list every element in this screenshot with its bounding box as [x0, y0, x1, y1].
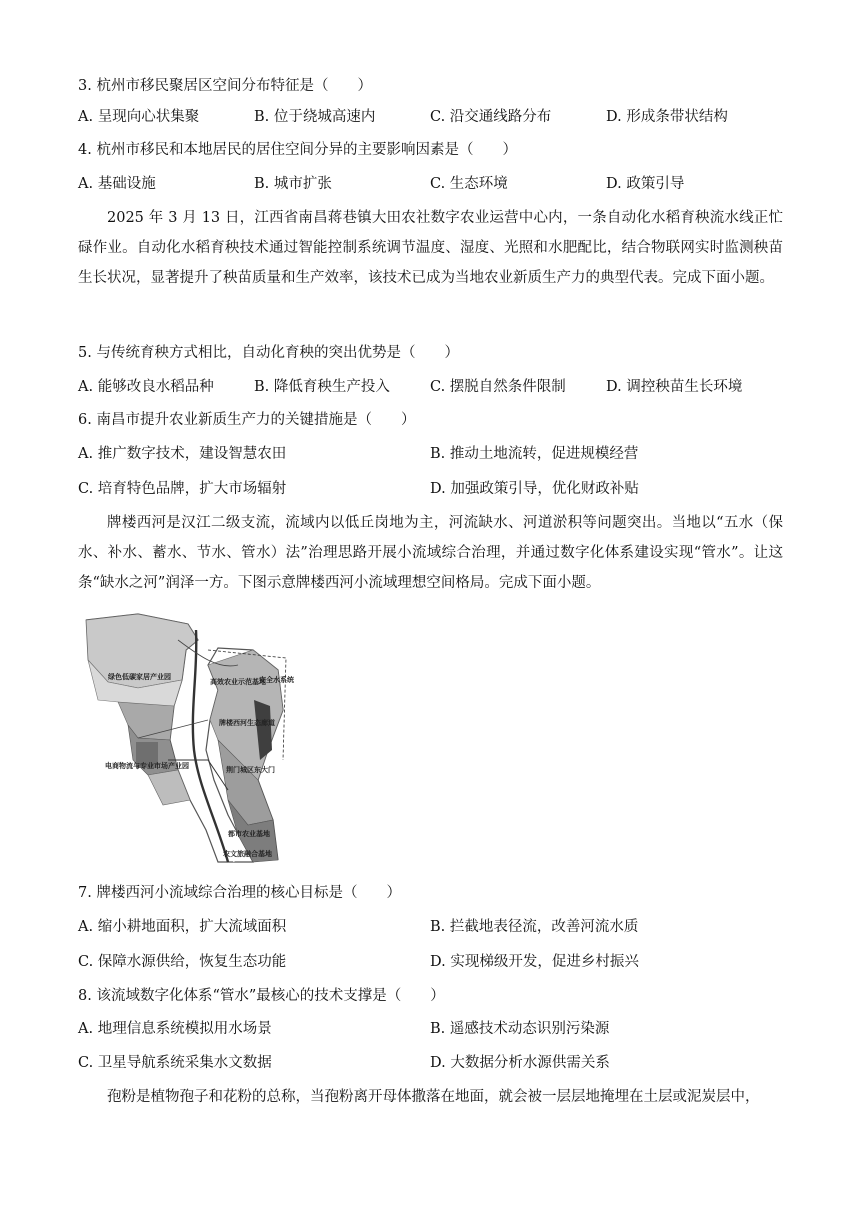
q8-option-a[interactable]: A. 地理信息系统模拟用水场景 — [78, 1021, 272, 1037]
q5-option-b[interactable]: B. 降低育秧生产投入 — [254, 379, 390, 395]
map-label-ecommerce: 电商物流与专业市场产业园 — [105, 762, 189, 770]
passage-sporopollen: 孢粉是植物孢子和花粉的总称，当孢粉离开母体撒落在地面，就会被一层层地掩埋在土层或泥炭层中， — [107, 1089, 760, 1105]
q7-option-b[interactable]: B. 拦截地表径流，改善河流水质 — [430, 919, 639, 935]
q8-option-b[interactable]: B. 遥感技术动态识别污染源 — [430, 1021, 610, 1037]
pailou-river-basin-map — [78, 610, 294, 868]
q6-option-d[interactable]: D. 加强政策引导，优化财政补贴 — [430, 481, 639, 497]
q5-option-c[interactable]: C. 摆脱自然条件限制 — [430, 379, 566, 395]
q3-option-d[interactable]: D. 形成条带状结构 — [606, 109, 728, 125]
q6-option-c[interactable]: C. 培育特色品牌，扩大市场辐射 — [78, 481, 287, 497]
q5-stem: 5. 与传统育秧方式相比，自动化育秧的突出优势是（ ） — [78, 345, 459, 361]
q6-option-b[interactable]: B. 推动土地流转，促进规模经营 — [430, 446, 639, 462]
q7-option-a[interactable]: A. 缩小耕地面积，扩大流域面积 — [78, 919, 287, 935]
q4-option-d[interactable]: D. 政策引导 — [606, 176, 685, 192]
q3-option-c[interactable]: C. 沿交通线路分布 — [430, 109, 552, 125]
q4-option-a[interactable]: A. 基础设施 — [78, 176, 156, 192]
q8-stem: 8. 该流域数字化体系“管水”最核心的技术支撑是（ ） — [78, 988, 445, 1004]
map-label-ecology-corridor: 牌楼西河生态廊道 — [219, 719, 275, 727]
q3-option-b[interactable]: B. 位于绕城高速内 — [254, 109, 376, 125]
map-label-urban-agri: 都市农业基地 — [228, 830, 270, 838]
passage-pailou-river: 牌楼西河是汉江二级支流，流域内以低丘岗地为主，河流缺水、河道淤积等问题突出。当地以“五水（保水、补水、蓄水、节水、管水）法”治理思路开展小流域综合治理，并通过数字化体系建设实现“管水”。让这条“缺水之河”润泽一方。下图示意牌楼西河小流域理想空间格局。完成下面小题。 — [78, 515, 783, 591]
q4-stem: 4. 杭州市移民和本地居民的居住空间分异的主要影响因素是（ ） — [78, 142, 517, 158]
map-label-green-park: 绿色低碳家居产业园 — [108, 673, 171, 681]
q3-stem: 3. 杭州市移民聚居区空间分布特征是（ ） — [78, 78, 372, 94]
q8-option-c[interactable]: C. 卫星导航系统采集水文数据 — [78, 1055, 272, 1071]
map-label-east-gate: 荆门城区东大门 — [226, 766, 275, 774]
q5-option-a[interactable]: A. 能够改良水稻品种 — [78, 379, 214, 395]
passage-rice-seedling: 2025 年 3 月 13 日，江西省南昌蒋巷镇大田农社数字农业运营中心内，一条自动化水稻育秧流水线正忙碌作业。自动化水稻育秧技术通过智能控制系统调节温度、湿度、光照和水肥配比，结合物联网实时监测秧苗生长状况，显著提升了秧苗质量和生产效率，该技术已成为当地农业新质生产力的典型代表。完成下面小题。 — [78, 210, 783, 286]
q7-option-c[interactable]: C. 保障水源供给，恢复生态功能 — [78, 954, 287, 970]
q6-stem: 6. 南昌市提升农业新质生产力的关键措施是（ ） — [78, 412, 416, 428]
q7-option-d[interactable]: D. 实现梯级开发，促进乡村振兴 — [430, 954, 639, 970]
q7-stem: 7. 牌楼西河小流域综合治理的核心目标是（ ） — [78, 885, 401, 901]
q5-option-d[interactable]: D. 调控秧苗生长环境 — [606, 379, 743, 395]
q3-option-a[interactable]: A. 呈现向心状集聚 — [78, 109, 200, 125]
q4-option-c[interactable]: C. 生态环境 — [430, 176, 508, 192]
q8-option-d[interactable]: D. 大数据分析水源供需关系 — [430, 1055, 610, 1071]
map-label-eco-agri: 高效农业示范基地 — [210, 678, 266, 686]
q4-option-b[interactable]: B. 城市扩张 — [254, 176, 332, 192]
map-label-safe-water: 安全水系统 — [259, 676, 294, 684]
q6-option-a[interactable]: A. 推广数字技术，建设智慧农田 — [78, 446, 287, 462]
map-label-agri-tourism: 农文旅融合基地 — [223, 850, 272, 858]
